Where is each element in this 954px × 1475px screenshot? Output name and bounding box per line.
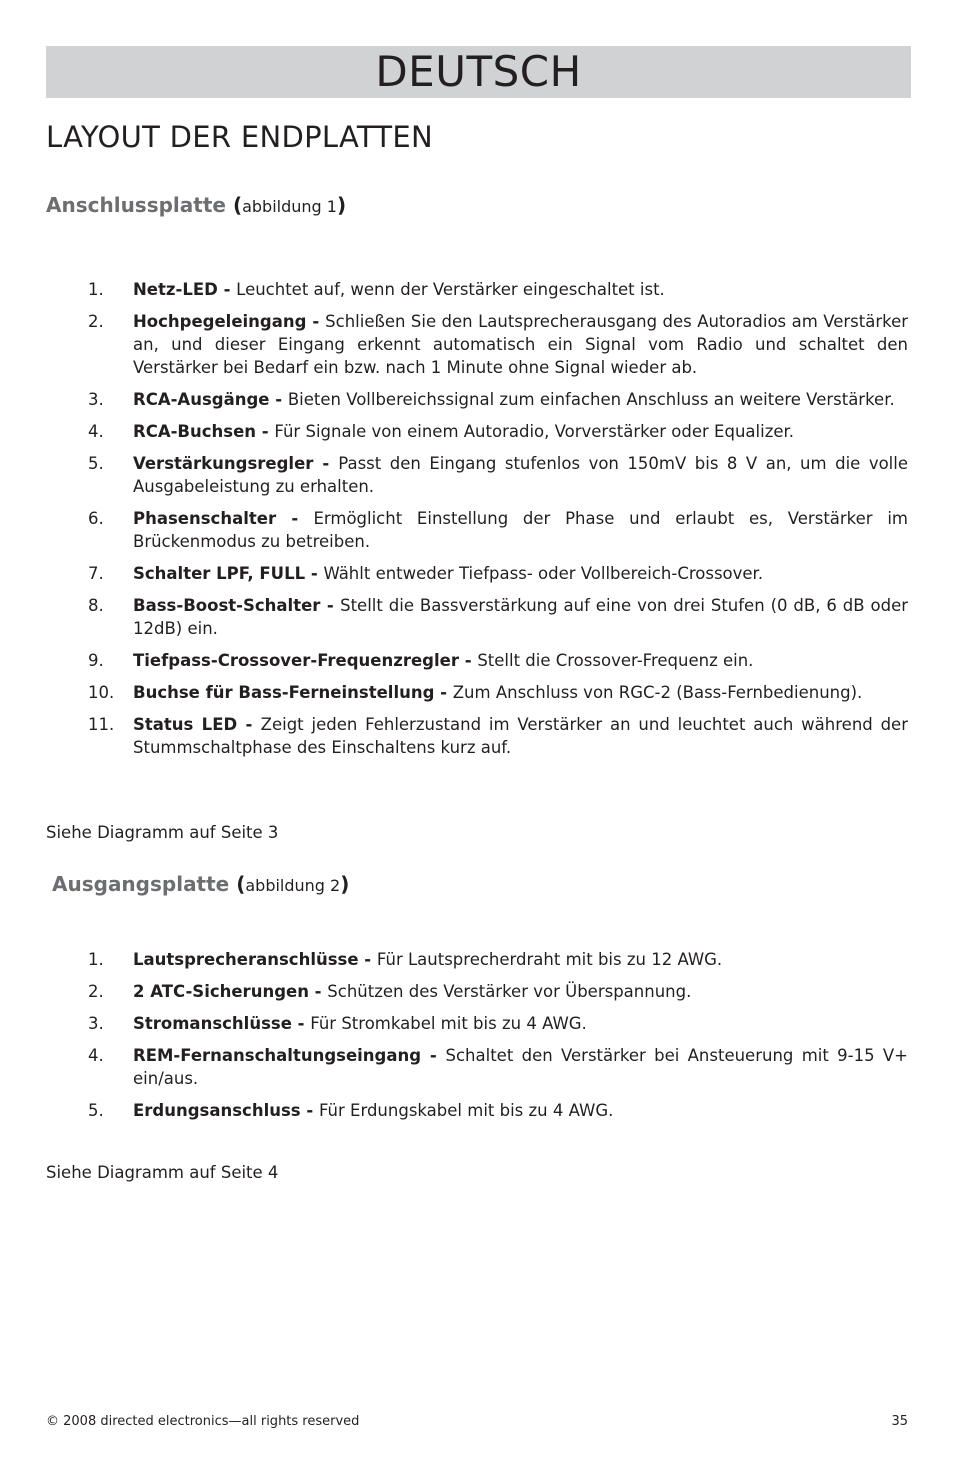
paren-close: ) [340,872,350,896]
list-item [46,980,908,1003]
item-number: 7. [88,564,104,583]
list-item [46,948,908,971]
list-item [46,278,908,301]
item-description: Wählt entweder Tiefpass- oder Vollbereich-Crossover. [323,564,764,583]
item-number: 2. [88,312,104,331]
item-number: 8. [88,596,104,615]
diagram-reference: Siehe Diagramm auf Seite 4 [46,1163,279,1182]
list-item [46,649,908,672]
item-number: 1. [88,950,104,969]
figure-note: abbildung 2 [245,876,341,895]
item-number: 1. [88,280,104,299]
output-plate-list [46,948,908,1131]
list-item [46,388,908,411]
item-number: 2. [88,982,104,1001]
language-title: DEUTSCH [375,47,582,96]
item-number: 6. [88,509,104,528]
footer-copyright: © 2008 directed electronics—all rights reserved [46,1414,360,1429]
item-term: REM-Fernanschaltungseingang - [133,1046,446,1065]
paren-open: ( [236,872,246,896]
page-heading: LAYOUT DER ENDPLATTEN [46,120,434,154]
diagram-reference: Siehe Diagramm auf Seite 3 [46,823,279,842]
item-description: Für Stromkabel mit bis zu 4 AWG. [310,1014,587,1033]
language-banner [46,46,911,98]
item-description: Schließen Sie den Lautsprecherausgang des Autoradios am Verstärker an, und dieser Eingang erkennt automatisch ein Signal vom Radio und schaltet den Verstärker bei Bedarf ein bzw. nach 1 Minute ohne Signal wieder ab. [133,312,909,377]
list-item [46,507,908,553]
list-item [46,713,908,759]
item-term: Tiefpass-Crossover-Frequenzregler - [133,651,478,670]
item-term: RCA-Buchsen - [133,422,275,441]
item-number: 5. [88,1101,104,1120]
item-term: Buchse für Bass-Ferneinstellung - [133,683,453,702]
item-term: RCA-Ausgänge - [133,390,288,409]
item-number: 3. [88,1014,104,1033]
figure-note: abbildung 1 [242,197,337,216]
section-title: Ausgangsplatte [52,872,230,896]
item-description: Ermöglicht Einstellung der Phase und erlaubt es, Verstärker im Brückenmodus zu betreiben. [133,509,908,551]
paren-open: ( [232,193,243,217]
item-description: Leuchtet auf, wenn der Verstärker eingeschaltet ist. [236,280,665,299]
item-number: 3. [88,390,104,409]
item-term: Schalter LPF, FULL - [133,564,324,583]
item-term: Verstärkungsregler - [133,454,339,473]
item-term: Hochpegeleingang - [133,312,326,331]
connection-plate-list [46,278,908,768]
item-term: Status LED - [133,715,261,734]
list-item [46,1012,908,1035]
item-number: 9. [88,651,104,670]
list-item [46,310,908,379]
list-item [46,1099,908,1122]
item-term: Netz-LED - [133,280,237,299]
page-number: 35 [891,1414,908,1429]
item-description: Stellt die Crossover-Frequenz ein. [477,651,754,670]
item-term: Bass-Boost-Schalter - [133,596,341,615]
item-description: Bieten Vollbereichssignal zum einfachen Anschluss an weitere Verstärker. [287,390,895,409]
item-number: 10. [88,683,115,702]
item-description: Zum Anschluss von RGC-2 (Bass-Fernbedienung). [452,683,863,702]
paren-close: ) [336,193,347,217]
section-heading-output-plate [52,872,349,896]
item-description: Zeigt jeden Fehlerzustand im Verstärker an und leuchtet auch während der Stummschaltphase des Einschaltens kurz auf. [133,715,908,757]
item-description: Stellt die Bassverstärkung auf eine von drei Stufen (0 dB, 6 dB oder 12dB) ein. [133,596,909,638]
list-item [46,562,908,585]
item-term: 2 ATC-Sicherungen - [133,982,328,1001]
item-number: 5. [88,454,104,473]
item-term: Lautsprecheranschlüsse - [133,950,377,969]
item-number: 11. [88,715,115,734]
item-description: Schützen des Verstärker vor Überspannung. [327,982,692,1001]
item-term: Phasenschalter - [133,509,314,528]
item-description: Für Lautsprecherdraht mit bis zu 12 AWG. [376,950,723,969]
item-term: Stromanschlüsse - [133,1014,311,1033]
item-description: Passt den Eingang stufenlos von 150mV bis 8 V an, um die volle Ausgabeleistung zu erhalten. [133,454,908,496]
section-title: Anschlussplatte [46,193,226,217]
item-description: Schaltet den Verstärker bei Ansteuerung mit 9-15 V+ ein/aus. [133,1046,908,1088]
list-item [46,452,908,498]
list-item [46,1044,908,1090]
item-description: Für Signale von einem Autoradio, Vorverstärker oder Equalizer. [274,422,795,441]
item-number: 4. [88,1046,104,1065]
list-item [46,594,908,640]
section-heading-connection-plate [46,193,346,217]
item-term: Erdungsanschluss - [133,1101,319,1120]
item-description: Für Erdungskabel mit bis zu 4 AWG. [318,1101,614,1120]
list-item [46,681,908,704]
list-item [46,420,908,443]
item-number: 4. [88,422,104,441]
